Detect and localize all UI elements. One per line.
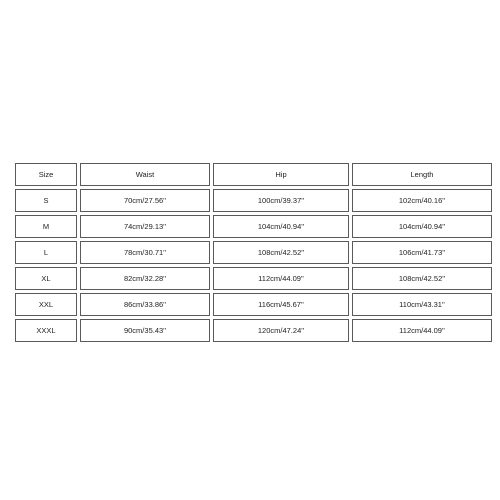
cell-length: 110cm/43.31'' xyxy=(352,293,492,316)
cell-hip: 108cm/42.52'' xyxy=(213,241,349,264)
cell-hip: 100cm/39.37'' xyxy=(213,189,349,212)
cell-size: XL xyxy=(15,267,77,290)
header-waist: Waist xyxy=(80,163,210,186)
table-row xyxy=(15,293,492,316)
cell-length: 108cm/42.52'' xyxy=(352,267,492,290)
table-row xyxy=(15,267,492,290)
cell-waist: 82cm/32.28'' xyxy=(80,267,210,290)
cell-size: XXXL xyxy=(15,319,77,342)
table-row xyxy=(15,215,492,238)
cell-hip: 104cm/40.94'' xyxy=(213,215,349,238)
cell-size: M xyxy=(15,215,77,238)
table-row xyxy=(15,319,492,342)
cell-waist: 90cm/35.43'' xyxy=(80,319,210,342)
table-row xyxy=(15,241,492,264)
cell-length: 102cm/40.16'' xyxy=(352,189,492,212)
table-row xyxy=(15,189,492,212)
size-chart-table xyxy=(12,160,495,345)
header-row xyxy=(15,163,492,186)
cell-waist: 78cm/30.71'' xyxy=(80,241,210,264)
header-length: Length xyxy=(352,163,492,186)
cell-size: S xyxy=(15,189,77,212)
cell-length: 112cm/44.09'' xyxy=(352,319,492,342)
cell-waist: 86cm/33.86'' xyxy=(80,293,210,316)
cell-waist: 70cm/27.56'' xyxy=(80,189,210,212)
cell-hip: 116cm/45.67'' xyxy=(213,293,349,316)
cell-hip: 112cm/44.09'' xyxy=(213,267,349,290)
cell-size: L xyxy=(15,241,77,264)
cell-waist: 74cm/29.13'' xyxy=(80,215,210,238)
cell-length: 104cm/40.94'' xyxy=(352,215,492,238)
header-size: Size xyxy=(15,163,77,186)
header-hip: Hip xyxy=(213,163,349,186)
cell-hip: 120cm/47.24'' xyxy=(213,319,349,342)
cell-length: 106cm/41.73'' xyxy=(352,241,492,264)
cell-size: XXL xyxy=(15,293,77,316)
